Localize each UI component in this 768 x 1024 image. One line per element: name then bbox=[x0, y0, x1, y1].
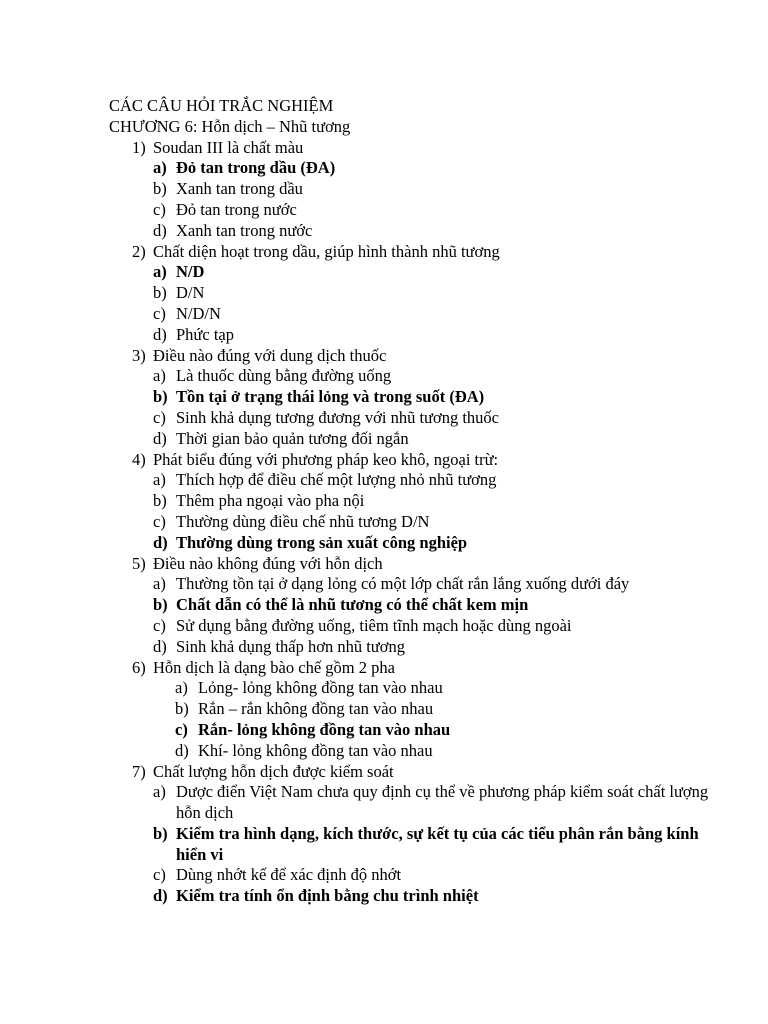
option-text: D/N bbox=[176, 283, 205, 303]
option-2a bbox=[109, 262, 729, 283]
option-7b bbox=[109, 824, 729, 866]
option-letter: a) bbox=[175, 678, 188, 698]
option-letter: b) bbox=[153, 491, 167, 511]
option-letter: b) bbox=[153, 283, 167, 303]
option-text: Thường dùng điều chế nhũ tương D/N bbox=[176, 511, 430, 531]
question-number: 4) bbox=[132, 449, 146, 469]
option-letter: d) bbox=[153, 532, 168, 552]
option-5c bbox=[109, 616, 729, 637]
option-7d bbox=[109, 886, 729, 907]
question-7 bbox=[109, 762, 729, 783]
option-3c bbox=[109, 408, 729, 429]
option-4b bbox=[109, 491, 729, 512]
option-text: N/D bbox=[176, 262, 205, 282]
option-text: Chất dẫn có thể là nhũ tương có thể chất kem mịn bbox=[176, 595, 529, 615]
option-5a bbox=[109, 574, 729, 595]
option-letter: b) bbox=[153, 179, 167, 199]
option-letter: d) bbox=[153, 324, 167, 344]
option-letter: c) bbox=[153, 407, 166, 427]
question-1 bbox=[109, 138, 729, 159]
option-5b bbox=[109, 595, 729, 616]
question-number: 6) bbox=[132, 657, 146, 677]
option-text: Thích hợp để điều chế một lượng nhỏ nhũ tương bbox=[176, 470, 497, 490]
option-letter: c) bbox=[153, 303, 166, 323]
option-text: Thêm pha ngoại vào pha nội bbox=[176, 491, 365, 511]
question-text: Chất lượng hỗn dịch được kiểm soát bbox=[153, 761, 394, 781]
option-text: Thường dùng trong sản xuất công nghiệp bbox=[176, 532, 468, 552]
option-letter: c) bbox=[153, 615, 166, 635]
document-content bbox=[109, 96, 729, 907]
option-letter: b) bbox=[175, 699, 189, 719]
option-5d bbox=[109, 637, 729, 658]
option-7c bbox=[109, 865, 729, 886]
question-number: 3) bbox=[132, 345, 146, 365]
option-1a bbox=[109, 158, 729, 179]
option-text: Thường tồn tại ở dạng lỏng có một lớp chất rắn lắng xuống dưới đáy bbox=[176, 574, 630, 594]
option-text: Sinh khả dụng tương đương với nhũ tương thuốc bbox=[176, 407, 499, 427]
option-text: Là thuốc dùng bằng đường uống bbox=[176, 366, 392, 386]
option-letter: a) bbox=[153, 366, 166, 386]
option-letter: a) bbox=[153, 470, 166, 490]
option-text: Xanh tan trong dầu bbox=[176, 179, 303, 199]
option-text: Lỏng- lỏng không đồng tan vào nhau bbox=[198, 678, 443, 698]
option-text: Rắn – rắn không đồng tan vào nhau bbox=[198, 699, 434, 719]
question-number: 5) bbox=[132, 553, 146, 573]
option-letter: d) bbox=[153, 428, 167, 448]
option-letter: a) bbox=[153, 262, 167, 282]
option-4d bbox=[109, 533, 729, 554]
option-2c bbox=[109, 304, 729, 325]
option-6a bbox=[109, 678, 729, 699]
option-text: Sử dụng bằng đường uống, tiêm tĩnh mạch hoặc dùng ngoài bbox=[176, 615, 572, 635]
option-letter: c) bbox=[153, 199, 166, 219]
option-6d bbox=[109, 741, 729, 762]
option-text: Đỏ tan trong dầu (ĐA) bbox=[176, 158, 336, 178]
option-2d bbox=[109, 325, 729, 346]
option-letter: c) bbox=[153, 511, 166, 531]
option-text: Xanh tan trong nước bbox=[176, 220, 313, 240]
option-4a bbox=[109, 470, 729, 491]
option-3b bbox=[109, 387, 729, 408]
option-7a bbox=[109, 782, 729, 824]
question-text: Điều nào đúng với dung dịch thuốc bbox=[153, 345, 387, 365]
option-4c bbox=[109, 512, 729, 533]
question-text: Điều nào không đúng với hỗn dịch bbox=[153, 553, 383, 573]
option-1d bbox=[109, 221, 729, 242]
option-2b bbox=[109, 283, 729, 304]
option-letter: a) bbox=[153, 574, 166, 594]
option-letter: c) bbox=[175, 719, 188, 739]
document-title: CÁC CÂU HỎI TRẮC NGHIỆM bbox=[109, 96, 334, 115]
option-text: Khí- lỏng không đồng tan vào nhau bbox=[198, 740, 433, 760]
question-text: Phát biểu đúng với phương pháp keo khô, ngoại trừ: bbox=[153, 449, 499, 469]
question-3 bbox=[109, 346, 729, 367]
option-text: N/D/N bbox=[176, 303, 221, 323]
option-letter: d) bbox=[153, 886, 168, 906]
option-text: Dùng nhớt kế để xác định độ nhớt bbox=[176, 865, 402, 885]
option-6b bbox=[109, 699, 729, 720]
question-number: 2) bbox=[132, 241, 146, 261]
option-text: Đỏ tan trong nước bbox=[176, 199, 297, 219]
option-text: Tồn tại ở trạng thái lỏng và trong suốt (ĐA) bbox=[176, 387, 485, 407]
option-letter: a) bbox=[153, 158, 167, 178]
option-letter: b) bbox=[153, 823, 168, 843]
question-number: 1) bbox=[132, 137, 146, 157]
option-text: Rắn- lỏng không đồng tan vào nhau bbox=[198, 719, 451, 739]
option-letter: d) bbox=[153, 636, 167, 656]
chapter-title: CHƯƠNG 6: Hỗn dịch – Nhũ tương bbox=[109, 116, 351, 136]
question-6 bbox=[109, 658, 729, 679]
question-text: Chất diện hoạt trong dầu, giúp hình thành nhũ tương bbox=[153, 241, 500, 261]
option-letter: b) bbox=[153, 387, 168, 407]
option-letter: a) bbox=[153, 782, 166, 802]
option-letter: b) bbox=[153, 595, 168, 615]
question-5 bbox=[109, 554, 729, 575]
option-1b bbox=[109, 179, 729, 200]
question-text: Soudan III là chất màu bbox=[153, 137, 304, 157]
option-3a bbox=[109, 366, 729, 387]
option-letter: c) bbox=[153, 865, 166, 885]
option-text: Dược điển Việt Nam chưa quy định cụ thể về phương pháp kiểm soát chất lượng hỗn dịch bbox=[176, 782, 709, 823]
option-3d bbox=[109, 429, 729, 450]
question-4 bbox=[109, 450, 729, 471]
option-text: Phức tạp bbox=[176, 324, 234, 344]
option-text: Thời gian bảo quản tương đối ngắn bbox=[176, 428, 409, 448]
question-text: Hỗn dịch là dạng bào chế gồm 2 pha bbox=[153, 657, 395, 677]
question-2 bbox=[109, 242, 729, 263]
option-letter: d) bbox=[153, 220, 167, 240]
option-text: Kiểm tra hình dạng, kích thước, sự kết tụ của các tiểu phân rắn bằng kính hiển vi bbox=[176, 823, 699, 864]
question-number: 7) bbox=[132, 761, 146, 781]
option-6c bbox=[109, 720, 729, 741]
option-1c bbox=[109, 200, 729, 221]
option-text: Sinh khả dụng thấp hơn nhũ tương bbox=[176, 636, 405, 656]
option-text: Kiểm tra tính ổn định bằng chu trình nhiệt bbox=[176, 886, 479, 906]
option-letter: d) bbox=[175, 740, 189, 760]
